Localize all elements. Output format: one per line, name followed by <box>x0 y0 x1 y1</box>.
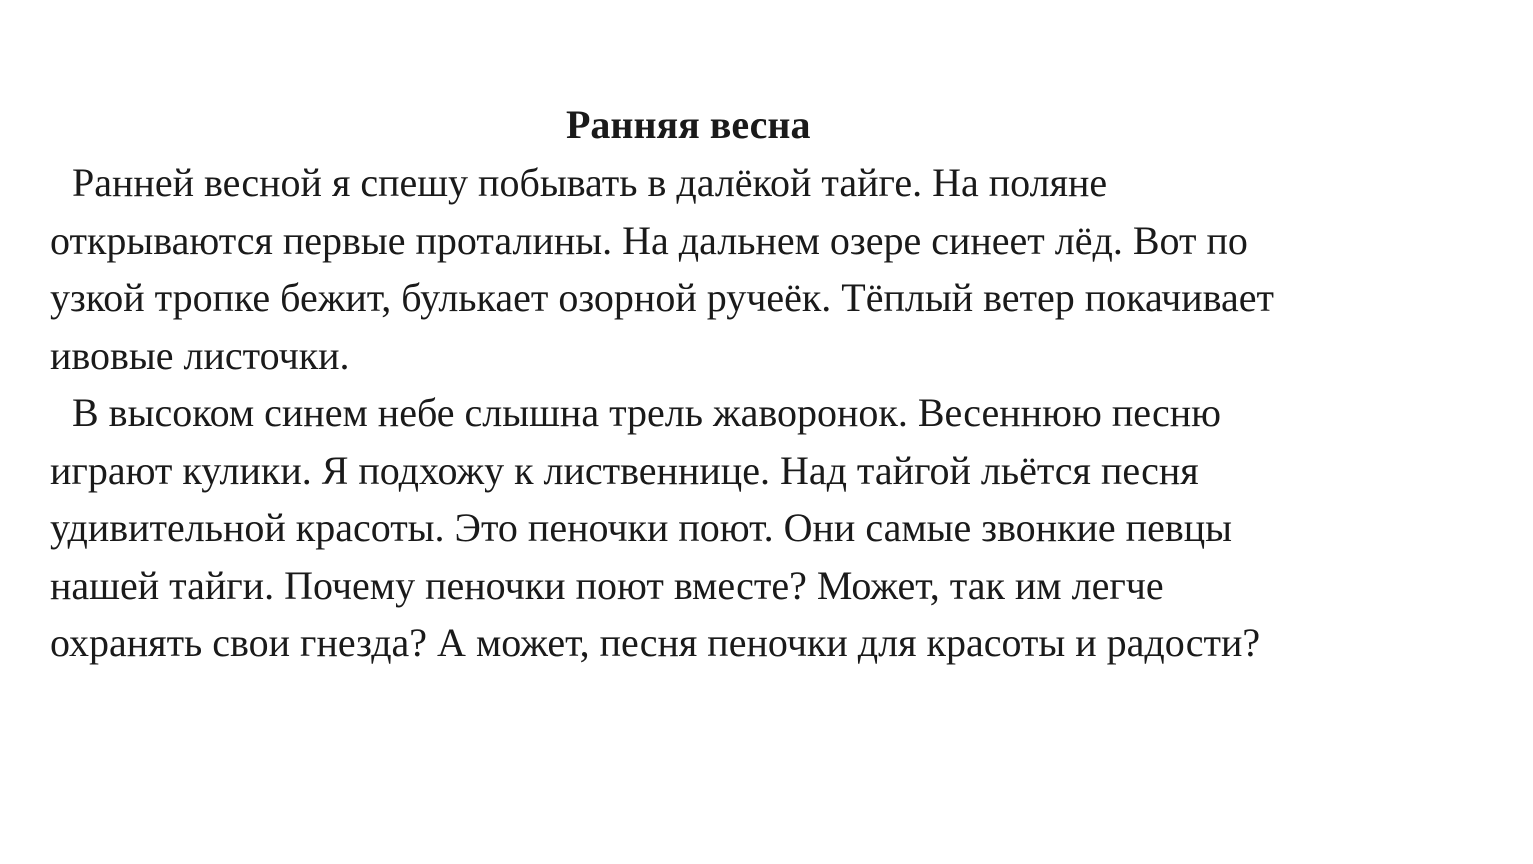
paragraph-line: узкой тропке бежит, булькает озорной ручеёк. Тёплый ветер покачивает <box>50 275 1275 320</box>
paragraph-line: открываются первые проталины. На дальнем озере синеет лёд. Вот по <box>50 217 1248 263</box>
paragraph-1 <box>50 154 1490 384</box>
paragraph-line: нашей тайги. Почему пеночки поют вместе? Может, так им легче <box>50 562 1164 608</box>
paragraph-line: удивительной красоты. Это пеночки поют. Они самые звонкие певцы <box>50 505 1233 550</box>
paragraph-line: В высоком синем небе слышна трель жаворонок. Весеннюю песню <box>72 390 1222 435</box>
paragraph-line: охранять свои гнезда? А может, песня пеночки для красоты и радости? <box>50 620 1261 665</box>
document-title: Ранняя весна <box>566 102 811 147</box>
paragraph-line: играют кулики. Я подхожу к лиственнице. Над тайгой льётся песня <box>50 447 1199 493</box>
paragraph-line: ивовые листочки. <box>50 332 350 378</box>
paragraph-line: Ранней весной я спешу побывать в далёкой тайге. На поляне <box>72 160 1108 205</box>
paragraph-2 <box>50 384 1490 672</box>
document-page <box>50 96 1490 672</box>
